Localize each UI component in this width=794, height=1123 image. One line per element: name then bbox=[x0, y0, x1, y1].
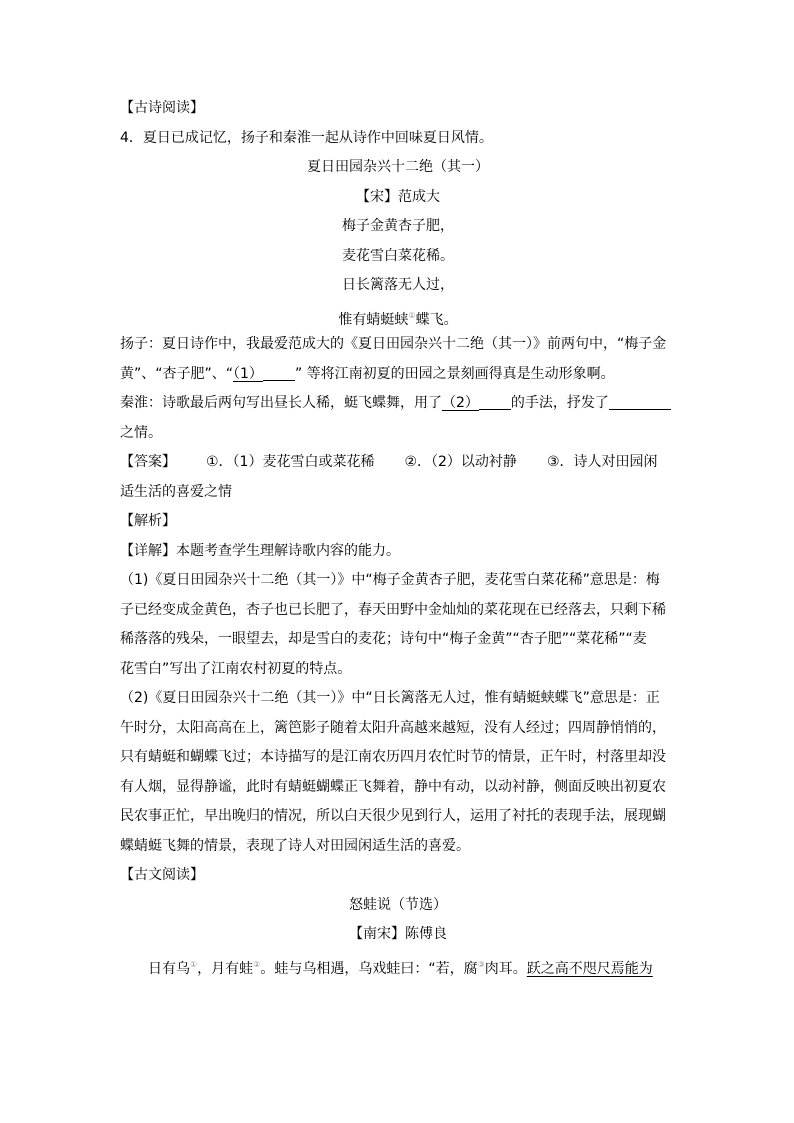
yangzi-line-1: 扬子：夏日诗作中，我最爱范成大的《夏日田园杂兴十二绝（其一）》前两句中，“梅子金 bbox=[120, 336, 667, 352]
yangzi-line-2: 黄”、“杏子肥”、“（1） ” 等将江南初夏的田园之景刻画得真是生动形象啊。 bbox=[120, 360, 676, 390]
footnote-marker: ① bbox=[408, 310, 416, 320]
analysis-label: 【解析】 bbox=[120, 513, 176, 529]
analysis-para2-line: 蝶蜻蜓飞舞的情景，表现了诗人对田园闲适生活的喜爱。 bbox=[120, 837, 470, 854]
answer-blank-2 bbox=[479, 392, 511, 410]
prose-text-line-1: 日有乌①，月有蛙②。蛙与乌相遇，乌戏蛙曰：“若，腐③肉耳。跃之高不咫尺焉能为 bbox=[148, 959, 653, 977]
section-heading-prose: 【古文阅读】 bbox=[120, 867, 204, 883]
section-heading-poem: 【古诗阅读】 bbox=[120, 100, 204, 116]
answer-blank-1 bbox=[263, 363, 295, 381]
underlined-sentence: 跃之高不咫尺焉能为 bbox=[526, 960, 653, 977]
qinhuai-line-2: 之情。 bbox=[120, 424, 162, 441]
answer-blank-3 bbox=[609, 392, 671, 410]
analysis-detail: 【详解】本题考查学生理解诗歌内容的能力。 bbox=[120, 542, 400, 559]
answer-item-3-cont: 适生活的喜爱之情 bbox=[120, 483, 232, 500]
poem-line-1: 梅子金黄杏子肥， bbox=[342, 218, 454, 234]
footnote-marker: ① bbox=[190, 959, 198, 969]
analysis-para2-line: （2)《夏日田园杂兴十二绝（其一）》中“日长篱落无人过，惟有蜻蜓蛱蝶飞”意思是：正 bbox=[120, 690, 660, 706]
analysis-para2-line: 只有蜻蜓和蝴蝶飞过；本诗描写的是江南农历四月农忙时节的情景，正午时，村落里却没 bbox=[120, 749, 666, 765]
analysis-para2-line: 有人烟，显得静谧，此时有蜻蜓蝴蝶正飞舞着，静中有动，以动衬静，侧面反映出初夏农 bbox=[120, 778, 666, 795]
answer-item-3: ③．诗人对田园闲 bbox=[546, 454, 658, 470]
footnote-marker: ③ bbox=[477, 959, 485, 969]
qinhuai-line-1: 秦淮：诗歌最后两句写出昼长人稀，蜓飞蝶舞，用了（2） 的手法，抒发了 bbox=[120, 389, 676, 419]
analysis-para1-line: （1)《夏日田园杂兴十二绝（其一）》中“梅子金黄杏子肥，麦花雪白菜花稀”意思是：梅 bbox=[120, 572, 660, 588]
analysis-para1-line: 子已经变成金黄色，杏子也已长肥了，春天田野中金灿灿的菜花现在已经落去，只剩下稀 bbox=[120, 601, 666, 618]
footnote-marker: ② bbox=[253, 959, 261, 969]
question-4-prompt: 4．夏日已成记忆，扬子和秦淮一起从诗作中回味夏日风情。 bbox=[120, 129, 493, 146]
prose-title: 怒蛙说（节选） bbox=[349, 896, 447, 913]
analysis-para1-line: 稀落落的残朵，一眼望去，却是雪白的麦花；诗句中“梅子金黄”“杏子肥”“菜花稀”“麦 bbox=[120, 631, 647, 647]
answer-label: 【答案】 bbox=[120, 454, 176, 470]
poem-line-3: 日长篱落无人过， bbox=[342, 277, 454, 293]
poem-line-4: 惟有蜻蜓蛱①蝶飞。 bbox=[338, 310, 458, 328]
answer-row bbox=[120, 448, 676, 478]
poem-title: 夏日田园杂兴十二绝（其一） bbox=[307, 159, 489, 175]
analysis-para2-line: 午时分，太阳高高在上，篱笆影子随着太阳升高越来越短，没有人经过；四周静悄悄的， bbox=[120, 719, 666, 736]
blank-2-label: （2） bbox=[442, 395, 479, 411]
prose-author: 【南宋】陈傅良 bbox=[349, 926, 447, 942]
analysis-para1-line: 花雪白”写出了江南农村初夏的特点。 bbox=[120, 660, 352, 677]
document-page bbox=[120, 94, 676, 979]
answer-item-2: ②．（2）以动衬静 bbox=[404, 454, 517, 470]
answer-item-1: ①．（1）麦花雪白或菜花稀 bbox=[206, 454, 375, 470]
blank-1-label: （1） bbox=[233, 365, 263, 382]
poem-author: 【宋】范成大 bbox=[356, 188, 440, 205]
poem-line-2: 麦花雪白菜花稀。 bbox=[342, 247, 454, 264]
analysis-para2-line: 民农事正忙，早出晚归的情况，所以白天很少见到行人，运用了衬托的表现手法，展现蝴 bbox=[120, 808, 666, 824]
